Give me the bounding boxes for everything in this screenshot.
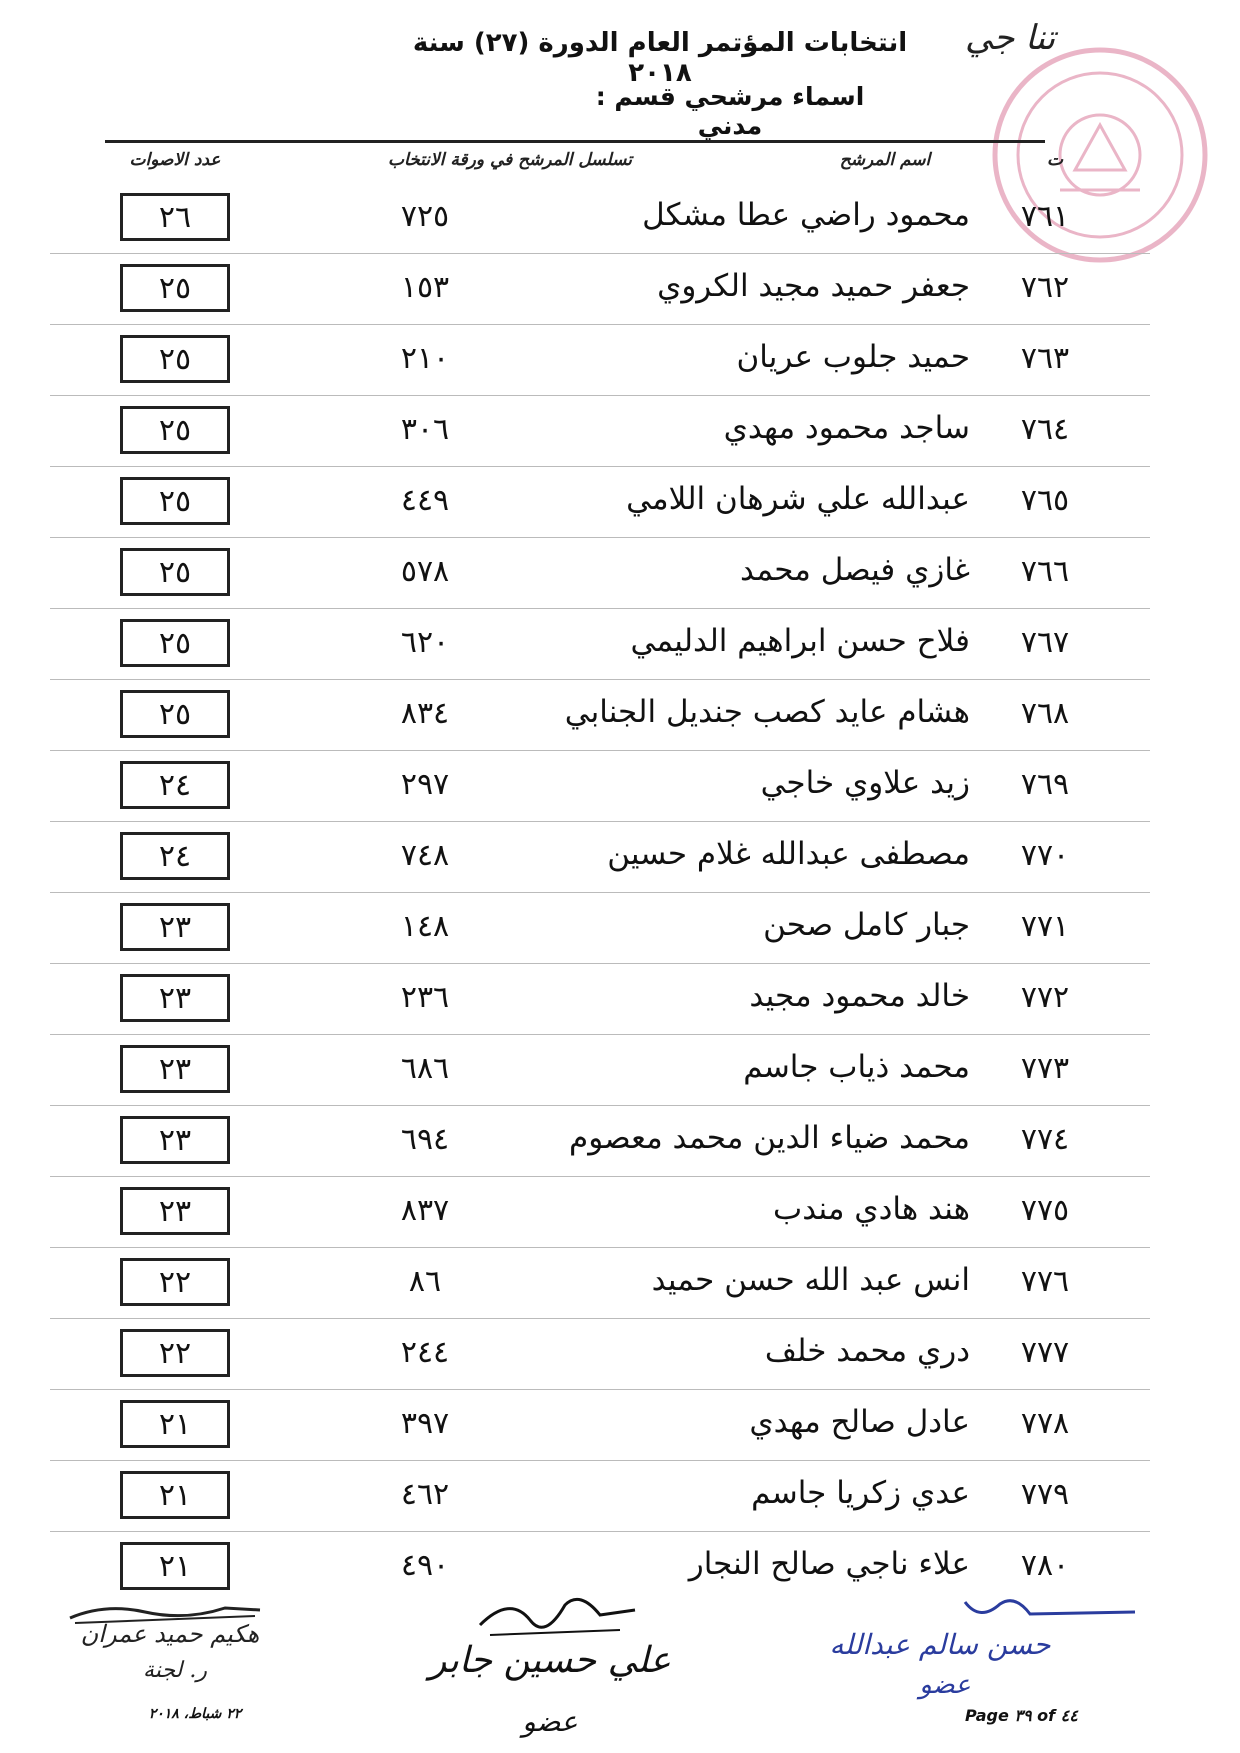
handwritten-note: تنا جي bbox=[965, 18, 1056, 58]
document-title: انتخابات المؤتمر العام الدورة (٢٧) سنة ٢٠١٨ bbox=[412, 28, 908, 88]
name-cell: محمد ذياب جاسم bbox=[743, 1049, 970, 1085]
table-row bbox=[0, 327, 1240, 398]
row-divider bbox=[50, 1247, 1150, 1248]
row-divider bbox=[50, 1105, 1150, 1106]
name-cell: خالد محمود مجيد bbox=[749, 978, 970, 1014]
name-cell: محمود راضي عطا مشكل bbox=[642, 197, 970, 233]
number-cell: ٧٧٤ bbox=[1020, 1122, 1070, 1157]
number-cell: ٧٧٧ bbox=[1020, 1335, 1070, 1370]
name-cell: عبدالله علي شرهان اللامي bbox=[626, 481, 970, 517]
table-row bbox=[0, 824, 1240, 895]
document-subtitle: اسماء مرشحي قسم : مدني bbox=[595, 82, 865, 140]
votes-cell: ٢٥ bbox=[120, 619, 230, 667]
signature-middle-name: علي حسين جابر bbox=[428, 1640, 672, 1681]
number-cell: ٧٦٢ bbox=[1020, 270, 1070, 305]
table-row bbox=[0, 398, 1240, 469]
row-divider bbox=[50, 892, 1150, 893]
row-divider bbox=[50, 1318, 1150, 1319]
name-cell: هشام عايد كصب جنديل الجنابي bbox=[564, 694, 970, 730]
row-divider bbox=[50, 466, 1150, 467]
signature-middle-role: عضو bbox=[522, 1705, 578, 1738]
name-cell: حميد جلوب عريان bbox=[736, 339, 970, 375]
serial-cell: ٦٨٦ bbox=[400, 1051, 450, 1086]
table-row bbox=[0, 966, 1240, 1037]
number-cell: ٧٧٣ bbox=[1020, 1051, 1070, 1086]
number-cell: ٧٧٠ bbox=[1020, 838, 1070, 873]
number-cell: ٧٦٥ bbox=[1020, 483, 1070, 518]
number-cell: ٧٦٦ bbox=[1020, 554, 1070, 589]
votes-cell: ٢٣ bbox=[120, 974, 230, 1022]
votes-cell: ٢٥ bbox=[120, 548, 230, 596]
row-divider bbox=[50, 324, 1150, 325]
signature-scribble-icon bbox=[470, 1585, 640, 1645]
name-cell: دري محمد خلف bbox=[764, 1333, 970, 1369]
row-divider bbox=[50, 1389, 1150, 1390]
name-cell: محمد ضياء الدين محمد معصوم bbox=[569, 1120, 970, 1156]
votes-cell: ٢٥ bbox=[120, 264, 230, 312]
serial-cell: ٨٦ bbox=[408, 1264, 442, 1299]
votes-cell: ٢٤ bbox=[120, 832, 230, 880]
signature-right-name: حسن سالم عبدالله bbox=[829, 1628, 1051, 1661]
votes-cell: ٢٣ bbox=[120, 1187, 230, 1235]
row-divider bbox=[50, 537, 1150, 538]
page-number: Page ٣٩ of ٤٤ bbox=[965, 1706, 1078, 1725]
table-row bbox=[0, 753, 1240, 824]
serial-cell: ٧٤٨ bbox=[400, 838, 450, 873]
number-cell: ٧٦٧ bbox=[1020, 625, 1070, 660]
row-divider bbox=[50, 1176, 1150, 1177]
serial-cell: ١٤٨ bbox=[400, 909, 450, 944]
table-row bbox=[0, 682, 1240, 753]
table-row bbox=[0, 1321, 1240, 1392]
serial-cell: ٨٣٤ bbox=[400, 696, 450, 731]
serial-cell: ٢٤٤ bbox=[400, 1335, 450, 1370]
serial-cell: ٧٢٥ bbox=[400, 199, 450, 234]
votes-cell: ٢٣ bbox=[120, 1116, 230, 1164]
table-row bbox=[0, 469, 1240, 540]
document-date: ٢٢ شباط، ٢٠١٨ bbox=[148, 1706, 242, 1722]
table-row bbox=[0, 611, 1240, 682]
column-header-name: اسم المرشح bbox=[839, 150, 931, 170]
serial-cell: ٢٩٧ bbox=[400, 767, 450, 802]
number-cell: ٧٧١ bbox=[1020, 909, 1070, 944]
serial-cell: ٤٤٩ bbox=[400, 483, 450, 518]
row-divider bbox=[50, 679, 1150, 680]
votes-cell: ٢٤ bbox=[120, 761, 230, 809]
signature-left-name: هكيم حميد عمران bbox=[80, 1620, 260, 1648]
column-header-serial: تسلسل المرشح في ورقة الانتخاب bbox=[388, 150, 632, 170]
serial-cell: ٨٣٧ bbox=[400, 1193, 450, 1228]
row-divider bbox=[50, 963, 1150, 964]
name-cell: غازي فيصل محمد bbox=[740, 552, 970, 588]
name-cell: فلاح حسن ابراهيم الدليمي bbox=[630, 623, 970, 659]
table-row bbox=[0, 540, 1240, 611]
number-cell: ٧٧٢ bbox=[1020, 980, 1070, 1015]
table-row bbox=[0, 1179, 1240, 1250]
row-divider bbox=[50, 395, 1150, 396]
votes-cell: ٢٥ bbox=[120, 406, 230, 454]
signature-right-role: عضو bbox=[919, 1670, 971, 1700]
name-cell: عادل صالح مهدي bbox=[749, 1404, 970, 1440]
votes-cell: ٢١ bbox=[120, 1471, 230, 1519]
table-row bbox=[0, 256, 1240, 327]
name-cell: عدي زكريا جاسم bbox=[751, 1475, 970, 1511]
signature-left-role: ر. لجنة bbox=[143, 1658, 207, 1683]
number-cell: ٧٦٣ bbox=[1020, 341, 1070, 376]
serial-cell: ٣٠٦ bbox=[400, 412, 450, 447]
table-row bbox=[0, 185, 1240, 256]
name-cell: ساجد محمود مهدي bbox=[723, 410, 970, 446]
column-header-votes: عدد الاصوات bbox=[129, 150, 221, 170]
votes-cell: ٢٣ bbox=[120, 903, 230, 951]
votes-cell: ٢١ bbox=[120, 1400, 230, 1448]
serial-cell: ٣٩٧ bbox=[400, 1406, 450, 1441]
number-cell: ٧٦٨ bbox=[1020, 696, 1070, 731]
serial-cell: ٦٩٤ bbox=[400, 1122, 450, 1157]
table-row bbox=[0, 1392, 1240, 1463]
column-header-number: ت bbox=[1046, 150, 1063, 170]
table-row bbox=[0, 1463, 1240, 1534]
votes-cell: ٢٥ bbox=[120, 335, 230, 383]
number-cell: ٧٧٩ bbox=[1020, 1477, 1070, 1512]
table-row bbox=[0, 1250, 1240, 1321]
name-cell: مصطفى عبدالله غلام حسين bbox=[607, 836, 970, 872]
row-divider bbox=[50, 1460, 1150, 1461]
row-divider bbox=[50, 1531, 1150, 1532]
number-cell: ٧٦١ bbox=[1020, 199, 1070, 234]
name-cell: هند هادي مندب bbox=[773, 1191, 970, 1227]
header-divider bbox=[105, 140, 1045, 143]
number-cell: ٧٦٩ bbox=[1020, 767, 1070, 802]
row-divider bbox=[50, 750, 1150, 751]
row-divider bbox=[50, 608, 1150, 609]
name-cell: جبار كامل صحن bbox=[763, 907, 970, 943]
row-divider bbox=[50, 821, 1150, 822]
number-cell: ٧٧٨ bbox=[1020, 1406, 1070, 1441]
number-cell: ٧٧٦ bbox=[1020, 1264, 1070, 1299]
number-cell: ٧٦٤ bbox=[1020, 412, 1070, 447]
name-cell: جعفر حميد مجيد الكروي bbox=[657, 268, 970, 304]
votes-cell: ٢٢ bbox=[120, 1258, 230, 1306]
serial-cell: ٢٣٦ bbox=[400, 980, 450, 1015]
row-divider bbox=[50, 1034, 1150, 1035]
serial-cell: ٦٢٠ bbox=[400, 625, 450, 660]
signature-scribble-icon bbox=[960, 1592, 1140, 1632]
row-divider bbox=[50, 253, 1150, 254]
table-row bbox=[0, 895, 1240, 966]
name-cell: علاء ناجي صالح النجار bbox=[688, 1546, 970, 1582]
serial-cell: ١٥٣ bbox=[400, 270, 450, 305]
votes-cell: ٢٥ bbox=[120, 690, 230, 738]
votes-cell: ٢٢ bbox=[120, 1329, 230, 1377]
votes-cell: ٢٥ bbox=[120, 477, 230, 525]
name-cell: زيد علاوي خاجي bbox=[760, 765, 970, 801]
number-cell: ٧٧٥ bbox=[1020, 1193, 1070, 1228]
votes-cell: ٢٣ bbox=[120, 1045, 230, 1093]
number-cell: ٧٨٠ bbox=[1020, 1548, 1070, 1583]
votes-cell: ٢١ bbox=[120, 1542, 230, 1590]
serial-cell: ٤٦٢ bbox=[400, 1477, 450, 1512]
serial-cell: ٥٧٨ bbox=[400, 554, 450, 589]
table-row bbox=[0, 1037, 1240, 1108]
serial-cell: ٢١٠ bbox=[400, 341, 450, 376]
name-cell: انس عبد الله حسن حميد bbox=[651, 1262, 970, 1298]
serial-cell: ٤٩٠ bbox=[400, 1548, 450, 1583]
votes-cell: ٢٦ bbox=[120, 193, 230, 241]
table-row bbox=[0, 1108, 1240, 1179]
